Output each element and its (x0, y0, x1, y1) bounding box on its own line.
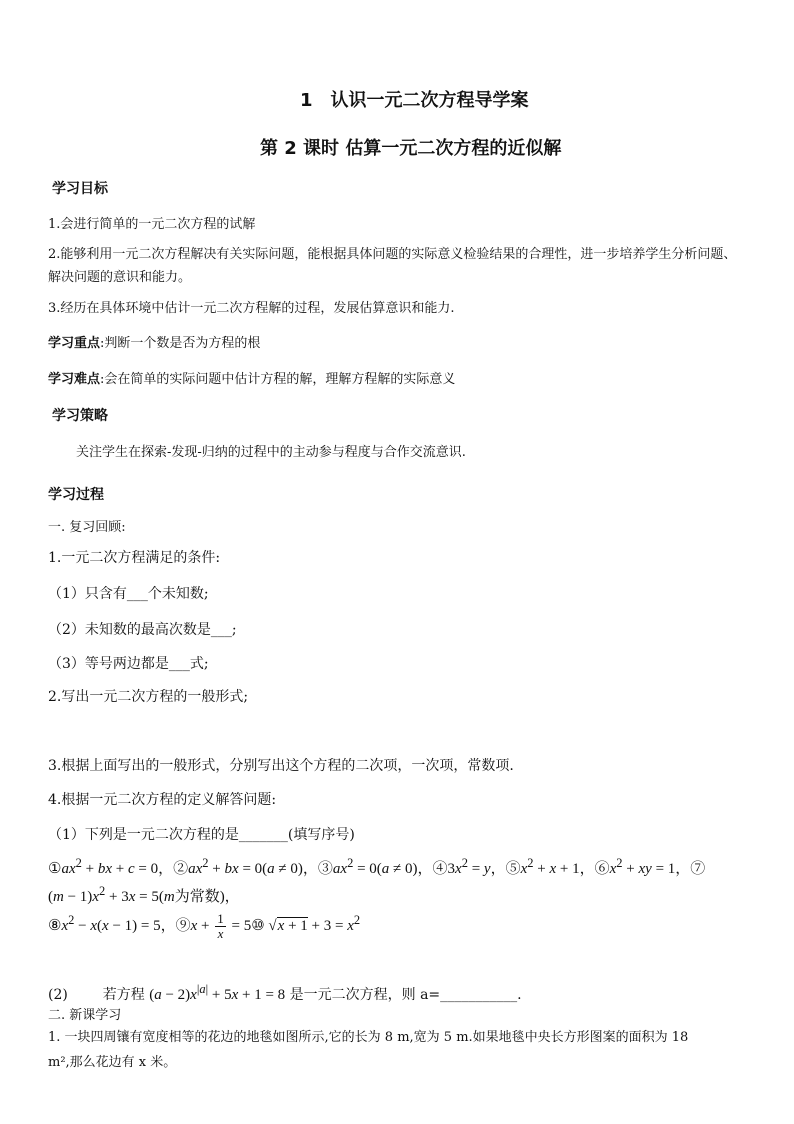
objective-item-3: 3.经历在具体环境中估计一元二次方程解的过程，发展估算意识和能力. (48, 301, 455, 316)
process-heading: 学习过程 (48, 487, 104, 503)
difficulty-point (48, 368, 455, 387)
equation-list-line-3: $⑧x^2 - x(x - 1) = 5$，⑨x + $\frac{1}{x}$ = 5⑩ $√x + 1 + 3 = x^2$ (48, 911, 361, 941)
new-lesson-title: 二. 新课学习 (48, 1008, 122, 1023)
strategy-text: 关注学生在探索-发现-归纳的过程中的主动参与程度与合作交流意识. (76, 445, 466, 460)
question-3: 3.根据上面写出的一般形式，分别写出这个方程的二次项，一次项，常数项. (48, 758, 514, 774)
question-4-2-equation: $(a - 2)x^{|a|} + 5x + 1 = 8$ (149, 982, 286, 1003)
question-1b: （2）未知数的最高次数是___; (48, 622, 237, 638)
objectives-heading: 学习目标 (52, 181, 108, 197)
objective-item-2: 2.能够利用一元二次方程解决有关实际问题，能根据具体问题的实际意义检验结果的合理性，进一步培养学生分析问题、解决问题的意识和能力。 (48, 247, 737, 285)
page-subtitle: 第 2 课时 估算一元二次方程的近似解 (260, 138, 562, 159)
equation-list-line-1: $①ax^2$ + bx + c = 0，$②ax^2$ + bx = 0(a ≠ 0)，$③ax^2 = 0(a \ne 0)$，$④3x^2 = y$，$⑤x^2 + x + 1$，$⑥x^2$ + xy = 1，⑦ (48, 856, 706, 877)
question-4-2-number: (2) (48, 987, 68, 1003)
key-point (48, 332, 260, 351)
review-title: 一. 复习回顾: (48, 520, 126, 535)
key-point-text: :判断一个数是否为方程的根 (100, 336, 261, 351)
question-1: 1.一元二次方程满足的条件: (48, 550, 221, 566)
strategy-heading: 学习策略 (52, 408, 108, 424)
difficulty-text: :会在简单的实际问题中估计方程的解，理解方程解的实际意义 (100, 372, 456, 387)
question-4-2 (48, 982, 522, 1004)
fraction: $\frac{1}{x}$ (217, 911, 224, 941)
question-1a: （1）只含有___个未知数; (48, 586, 209, 602)
objective-item-1: 1.会进行简单的一元二次方程的试解 (48, 217, 256, 232)
question-4-2-suffix: 是一元二次方程，则 a=___________. (289, 987, 522, 1003)
page-title: 1 认识一元二次方程导学案 (300, 90, 529, 111)
question-1c: （3）等号两边都是___式; (48, 656, 209, 672)
question-4-2-prefix: 若方程 (102, 987, 145, 1003)
question-2: 2.写出一元二次方程的一般形式; (48, 689, 249, 705)
question-4: 4.根据一元二次方程的定义解答问题: (48, 792, 277, 808)
question-4-1: （1）下列是一元二次方程的是_______(填写序号) (48, 827, 355, 843)
difficulty-label: 学习难点 (48, 372, 101, 387)
key-point-label: 学习重点 (48, 336, 101, 351)
new-question-1-line-2: m²,那么花边有 x 米。 (48, 1055, 177, 1070)
equation-list-line-2: $(m - 1)x^2 + 3x = 5(m$为常数)， (48, 884, 240, 905)
new-question-1-line-1: 1. 一块四周镶有宽度相等的花边的地毯如图所示,它的长为 8 m,宽为 5 m.如果地毯中央长方形图案的面积为 18 (48, 1030, 689, 1045)
